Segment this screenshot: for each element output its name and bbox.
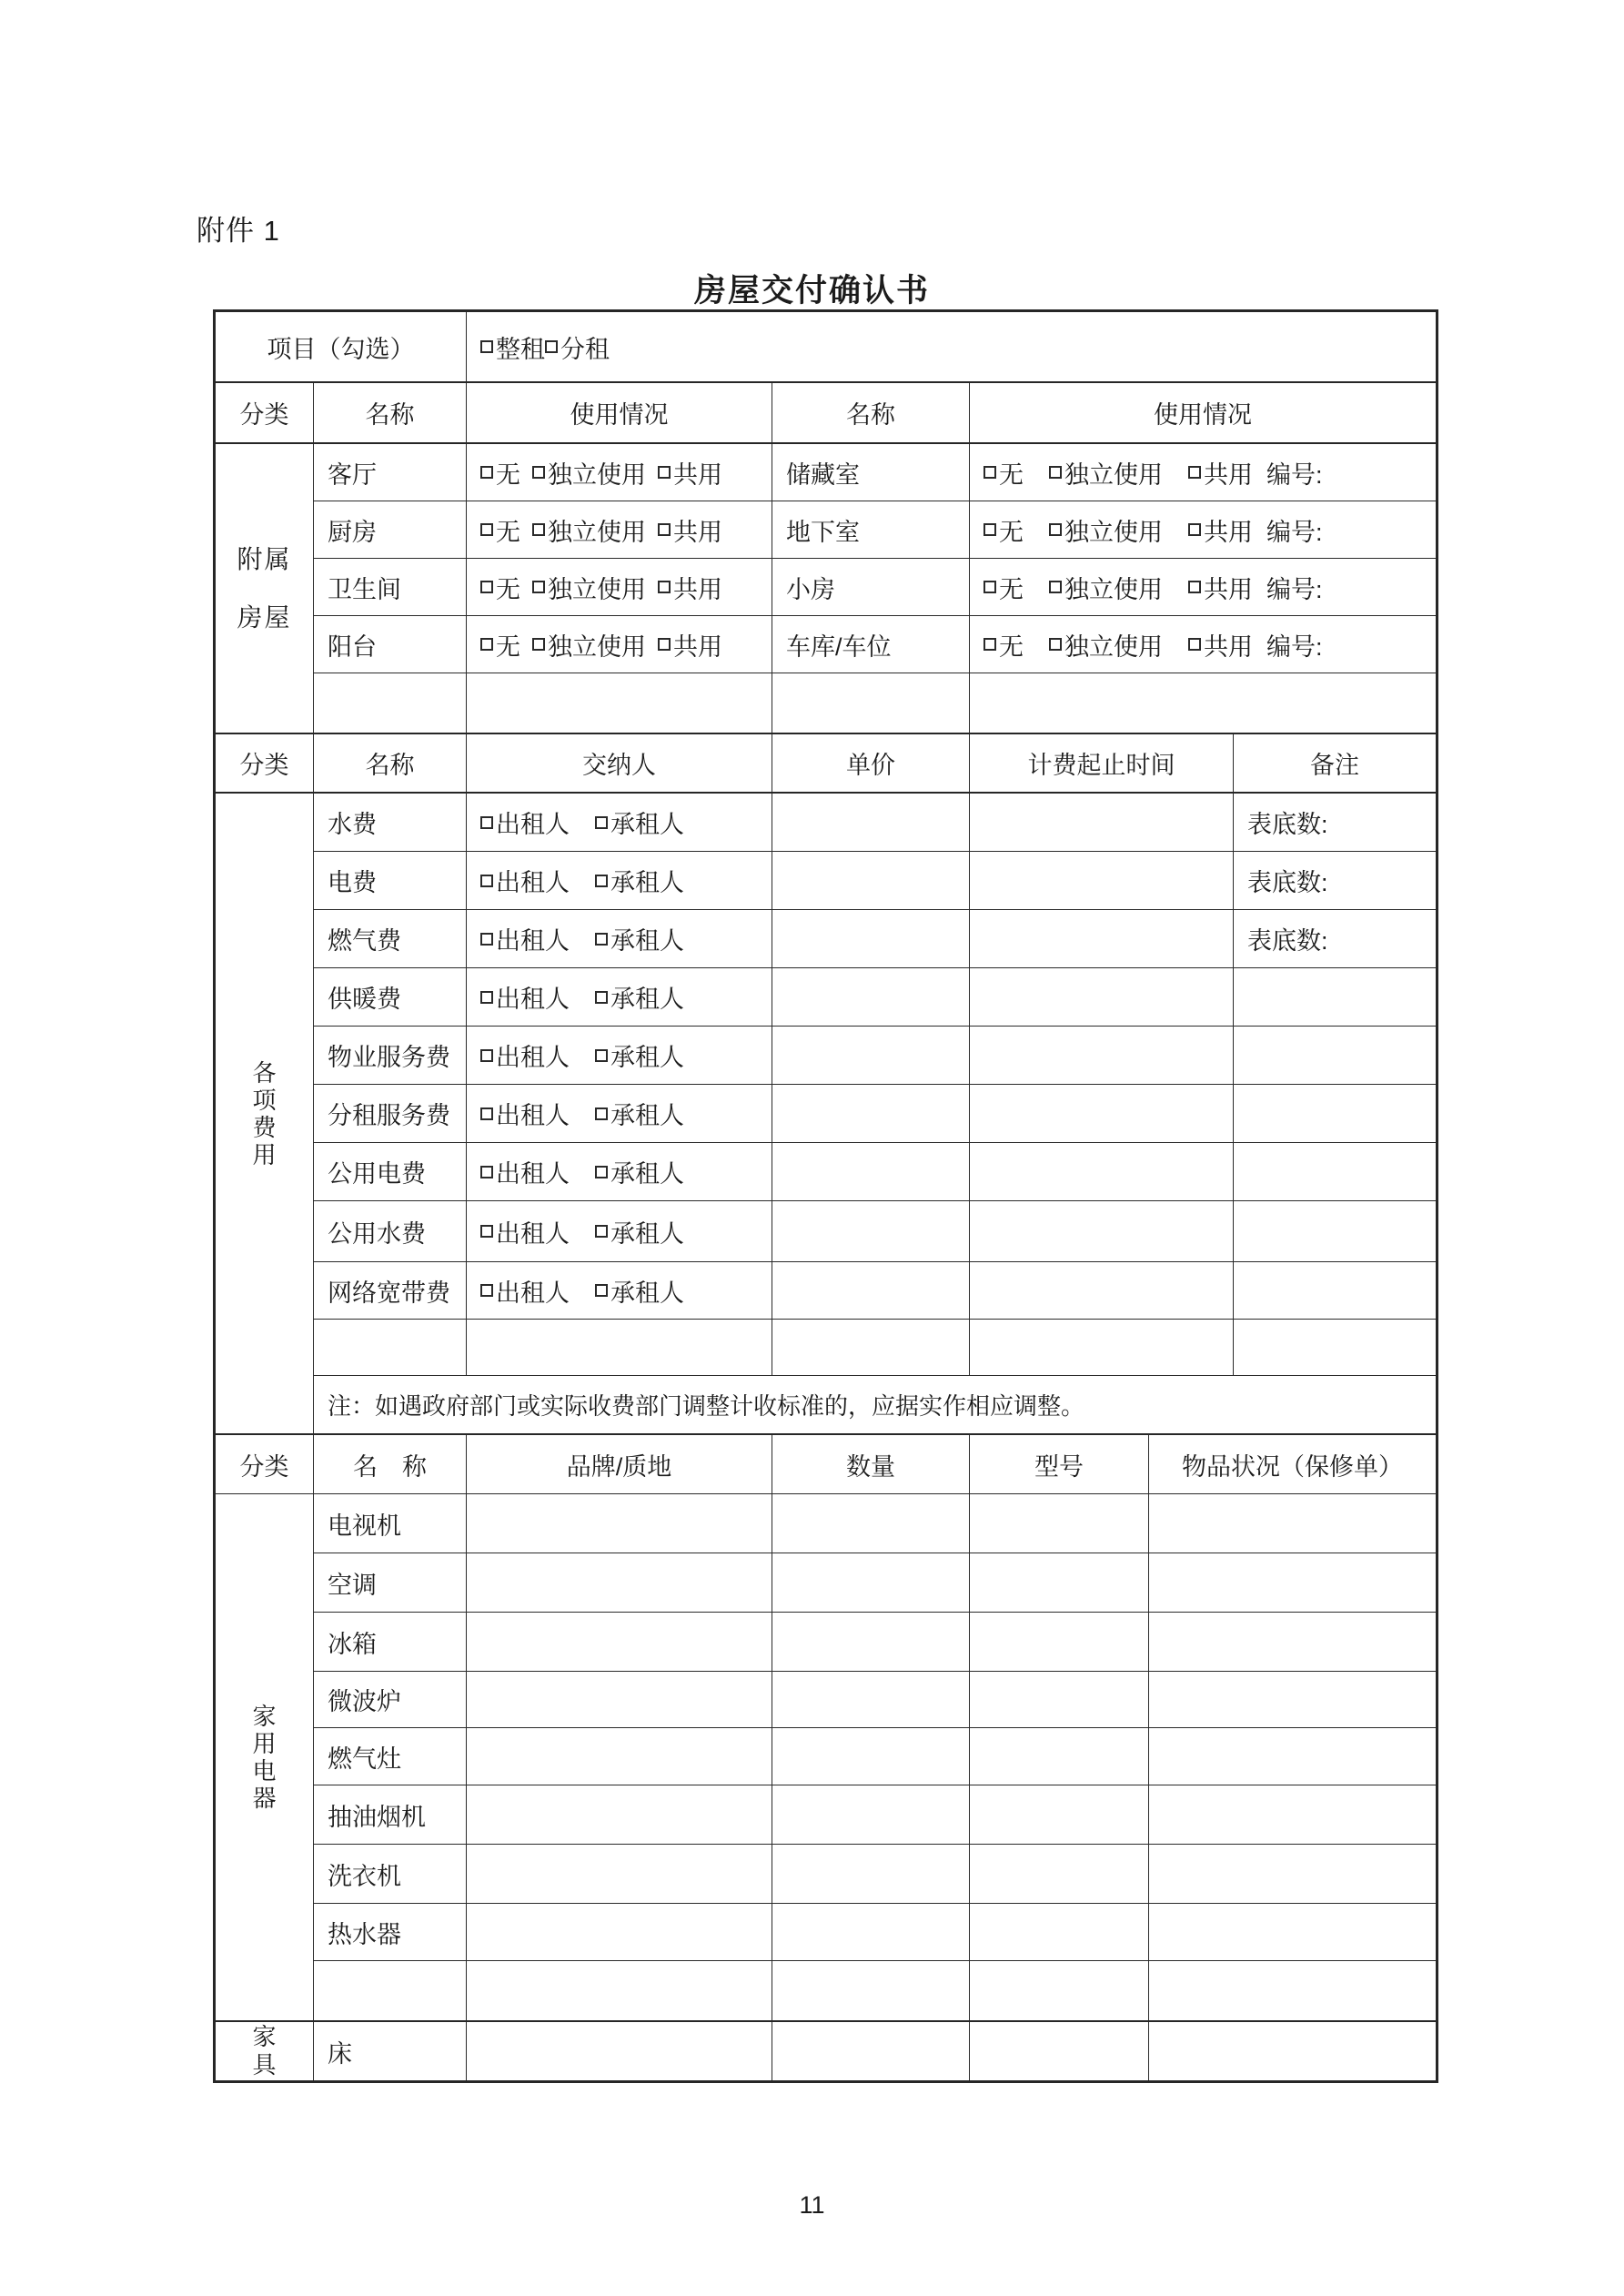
empty-cell	[772, 852, 970, 909]
usage-options-cell: 无 独立使用 共用 编号:	[970, 501, 1436, 558]
header-usage-2: 使用情况	[1154, 401, 1252, 429]
checkbox-icon[interactable]	[595, 1166, 608, 1178]
empty-cell	[970, 1027, 1234, 1084]
table-row	[314, 1785, 1436, 1845]
fee-name: 网络宽带费	[314, 1262, 467, 1319]
empty-cell	[970, 2022, 1149, 2080]
checkbox-icon[interactable]	[1188, 581, 1201, 593]
empty-cell	[772, 794, 970, 851]
empty-cell	[970, 910, 1234, 967]
header-name-2: 名称	[772, 383, 970, 442]
checkbox-icon[interactable]	[1188, 638, 1201, 651]
fee-remark	[1234, 1027, 1436, 1084]
confirmation-table	[213, 309, 1438, 2083]
empty-cell	[467, 673, 772, 733]
header-remark: 备注	[1310, 752, 1359, 779]
payer-options-cell: 出租人 承租人	[467, 910, 772, 967]
table-row	[314, 1613, 1436, 1672]
appliance-name: 电视机	[314, 1494, 467, 1553]
empty-cell	[772, 1494, 970, 1553]
usage-options-cell: 无 独立使用 共用	[467, 444, 772, 501]
appliance-name: 燃气灶	[314, 1728, 467, 1785]
payer-options-cell: 出租人 承租人	[467, 852, 772, 909]
table-row	[314, 910, 1436, 968]
checkbox-icon[interactable]	[480, 340, 493, 353]
empty-cell	[970, 1613, 1149, 1671]
empty-cell	[772, 1728, 970, 1785]
empty-cell	[970, 1201, 1234, 1261]
table-row	[314, 1201, 1436, 1262]
id-number-label: 编号:	[1266, 632, 1323, 661]
fee-name: 公用水费	[314, 1201, 467, 1261]
empty-cell	[970, 1845, 1149, 1903]
header-brand: 品牌/质地	[467, 1435, 772, 1493]
checkbox-icon[interactable]	[1049, 638, 1062, 651]
room-name: 车库/车位	[772, 616, 970, 673]
payer-options-cell: 出租人 承租人	[467, 1027, 772, 1084]
empty-cell	[772, 1785, 970, 1844]
checkbox-icon[interactable]	[480, 933, 493, 946]
empty-cell	[467, 1845, 772, 1903]
appliance-name: 洗衣机	[314, 1845, 467, 1903]
checkbox-icon[interactable]	[595, 875, 608, 887]
checkbox-icon[interactable]	[480, 1166, 493, 1178]
empty-cell	[467, 2022, 772, 2080]
fee-name: 公用电费	[314, 1143, 467, 1200]
empty-cell	[772, 968, 970, 1026]
checkbox-icon[interactable]	[1188, 523, 1201, 536]
empty-cell	[970, 1320, 1234, 1375]
fee-name: 水费	[314, 794, 467, 851]
table-row	[314, 1085, 1436, 1143]
room-name: 储藏室	[772, 444, 970, 501]
checkbox-icon[interactable]	[1188, 466, 1201, 479]
note-row	[314, 1376, 1436, 1433]
furniture-category-cell: 家 具	[216, 2022, 314, 2080]
rooms-header-row	[216, 383, 1436, 444]
empty-cell	[772, 1143, 970, 1200]
empty-cell	[772, 1553, 970, 1612]
appliances-header-row	[216, 1435, 1436, 1494]
usage-options-cell: 无 独立使用 共用 编号:	[970, 616, 1436, 673]
checkbox-icon[interactable]	[595, 816, 608, 829]
empty-cell	[970, 1672, 1149, 1727]
rent-whole-option: 整租	[480, 329, 545, 365]
checkbox-icon[interactable]	[983, 466, 996, 479]
appliance-name: 微波炉	[314, 1672, 467, 1727]
payer-options-cell: 出租人 承租人	[467, 794, 772, 851]
empty-cell	[1149, 1785, 1436, 1844]
checkbox-icon[interactable]	[595, 1225, 608, 1238]
header-category: 分类	[216, 734, 314, 792]
checkbox-icon[interactable]	[480, 1108, 493, 1120]
room-name: 小房	[772, 559, 970, 615]
fee-remark	[1234, 1201, 1436, 1261]
empty-cell	[970, 1085, 1234, 1142]
checkbox-icon[interactable]	[658, 466, 671, 479]
appliances-category-cell: 家 用 电 器	[216, 1494, 314, 2020]
table-row	[314, 559, 1436, 616]
rooms-section	[216, 444, 1436, 734]
table-row	[314, 2022, 1436, 2080]
table-row	[314, 1262, 1436, 1320]
empty-cell	[1149, 2022, 1436, 2080]
header-quantity: 数量	[772, 1435, 970, 1493]
fees-header-row	[216, 734, 1436, 794]
empty-cell	[467, 1553, 772, 1612]
project-options-cell	[467, 312, 1436, 381]
room-name: 厨房	[314, 501, 467, 558]
empty-cell	[467, 1494, 772, 1553]
project-row	[216, 312, 1436, 383]
payer-options-cell: 出租人 承租人	[467, 968, 772, 1026]
empty-cell	[772, 1672, 970, 1727]
checkbox-icon[interactable]	[532, 523, 545, 536]
empty-cell	[772, 1904, 970, 1960]
usage-options-cell: 无 独立使用 共用 编号:	[970, 559, 1436, 615]
usage-options-cell: 无 独立使用 共用	[467, 616, 772, 673]
empty-cell	[772, 2022, 970, 2080]
header-usage: 使用情况	[467, 383, 772, 442]
header-category: 分类	[216, 1435, 314, 1493]
checkbox-icon[interactable]	[595, 1049, 608, 1062]
empty-cell	[970, 673, 1436, 733]
empty-cell	[772, 1845, 970, 1903]
rent-shared-option: 分租	[545, 329, 610, 365]
header-name: 名称	[314, 383, 467, 442]
empty-cell	[314, 1320, 467, 1375]
empty-cell	[970, 1262, 1234, 1319]
table-row	[314, 1494, 1436, 1553]
table-row	[314, 852, 1436, 910]
empty-cell	[772, 1027, 970, 1084]
header-unit-price: 单价	[772, 734, 970, 792]
page-title: 房屋交付确认书	[693, 273, 930, 308]
empty-cell	[1149, 1672, 1436, 1727]
id-number-label: 编号:	[1266, 518, 1323, 546]
id-number-label: 编号:	[1266, 460, 1323, 489]
table-row	[314, 616, 1436, 673]
usage-options-cell: 无 独立使用 共用	[467, 559, 772, 615]
checkbox-icon[interactable]	[480, 638, 493, 651]
table-row	[314, 1728, 1436, 1785]
fee-remark: 表底数:	[1247, 927, 1328, 955]
room-name: 卫生间	[314, 559, 467, 615]
table-row	[314, 794, 1436, 852]
table-row	[314, 1143, 1436, 1201]
checkbox-icon[interactable]	[480, 816, 493, 829]
checkbox-icon[interactable]	[480, 875, 493, 887]
table-row	[314, 1961, 1436, 2020]
payer-options-cell: 出租人 承租人	[467, 1262, 772, 1319]
checkbox-icon[interactable]	[545, 340, 558, 353]
room-name: 客厅	[314, 444, 467, 501]
checkbox-icon[interactable]	[480, 523, 493, 536]
checkbox-icon[interactable]	[595, 991, 608, 1004]
table-row	[314, 1845, 1436, 1904]
empty-cell	[1149, 1904, 1436, 1960]
empty-cell	[467, 1785, 772, 1844]
fee-name: 分租服务费	[314, 1085, 467, 1142]
appliance-name: 热水器	[314, 1904, 467, 1960]
table-row	[314, 1672, 1436, 1728]
header-category: 分类	[216, 383, 314, 442]
empty-cell	[970, 1143, 1234, 1200]
fees-section	[216, 794, 1436, 1435]
table-row	[314, 1553, 1436, 1613]
empty-cell	[467, 1904, 772, 1960]
empty-cell	[1149, 1613, 1436, 1671]
empty-cell	[772, 910, 970, 967]
empty-cell	[772, 1262, 970, 1319]
payer-options-cell: 出租人 承租人	[467, 1143, 772, 1200]
header-billing-period: 计费起止时间	[970, 734, 1234, 792]
checkbox-icon[interactable]	[480, 466, 493, 479]
empty-cell	[970, 1553, 1149, 1612]
checkbox-icon[interactable]	[983, 523, 996, 536]
empty-cell	[970, 852, 1234, 909]
empty-cell	[772, 1320, 970, 1375]
checkbox-icon[interactable]	[658, 523, 671, 536]
fee-name: 电费	[314, 852, 467, 909]
fees-note: 注：如遇政府部门或实际收费部门调整计收标准的，应据实作相应调整。	[328, 1392, 1085, 1420]
appliance-name: 冰箱	[314, 1613, 467, 1671]
checkbox-icon[interactable]	[1049, 581, 1062, 593]
furniture-section	[216, 2022, 1436, 2080]
empty-cell	[970, 794, 1234, 851]
empty-cell	[1149, 1494, 1436, 1553]
empty-cell	[772, 673, 970, 733]
usage-options-cell: 无 独立使用 共用 编号:	[970, 444, 1436, 501]
fee-name: 供暖费	[314, 968, 467, 1026]
fee-remark	[1234, 968, 1436, 1026]
header-model: 型号	[970, 1435, 1149, 1493]
empty-cell	[970, 1728, 1149, 1785]
checkbox-icon[interactable]	[532, 581, 545, 593]
empty-cell	[467, 1672, 772, 1727]
payer-options-cell: 出租人 承租人	[467, 1201, 772, 1261]
table-row	[314, 1320, 1436, 1376]
checkbox-icon[interactable]	[1049, 466, 1062, 479]
furniture-name: 床	[314, 2022, 467, 2080]
fee-remark	[1234, 1262, 1436, 1319]
fees-category-cell: 各 项 费 用	[216, 794, 314, 1433]
header-payer: 交纳人	[467, 734, 772, 792]
empty-cell	[772, 1961, 970, 2020]
appliance-name: 抽油烟机	[314, 1785, 467, 1844]
checkbox-icon[interactable]	[658, 581, 671, 593]
fee-name: 燃气费	[314, 910, 467, 967]
table-row	[314, 1027, 1436, 1085]
checkbox-icon[interactable]	[480, 1049, 493, 1062]
checkbox-icon[interactable]	[532, 638, 545, 651]
checkbox-icon[interactable]	[595, 1108, 608, 1120]
checkbox-icon[interactable]	[658, 638, 671, 651]
table-row	[314, 444, 1436, 501]
checkbox-icon[interactable]	[480, 991, 493, 1004]
checkbox-icon[interactable]	[480, 1284, 493, 1297]
attachment-label: 附件 1	[197, 215, 280, 247]
empty-cell	[970, 1904, 1149, 1960]
appliances-section	[216, 1494, 1436, 2022]
empty-cell	[772, 1613, 970, 1671]
rooms-category-cell: 附属 房屋	[216, 444, 314, 733]
table-row	[314, 501, 1436, 559]
empty-cell	[1234, 1320, 1436, 1375]
checkbox-icon[interactable]	[480, 581, 493, 593]
empty-cell	[467, 1613, 772, 1671]
empty-cell	[970, 1785, 1149, 1844]
empty-cell	[467, 1728, 772, 1785]
empty-cell	[314, 673, 467, 733]
page-number: 11	[799, 2191, 825, 2219]
header-name: 名 称	[314, 1435, 467, 1493]
checkbox-icon[interactable]	[532, 466, 545, 479]
empty-cell	[772, 1085, 970, 1142]
empty-cell	[467, 1320, 772, 1375]
empty-cell	[970, 968, 1234, 1026]
header-name: 名称	[314, 734, 467, 792]
checkbox-icon[interactable]	[983, 581, 996, 593]
room-name: 阳台	[314, 616, 467, 673]
empty-cell	[1149, 1961, 1436, 2020]
payer-options-cell: 出租人 承租人	[467, 1085, 772, 1142]
empty-cell	[1149, 1553, 1436, 1612]
empty-cell	[1149, 1728, 1436, 1785]
fee-remark: 表底数:	[1247, 869, 1328, 896]
empty-cell	[467, 1961, 772, 2020]
id-number-label: 编号:	[1266, 575, 1323, 603]
checkbox-icon[interactable]	[480, 1225, 493, 1238]
empty-cell	[314, 1961, 467, 2020]
empty-cell	[772, 1201, 970, 1261]
checkbox-icon[interactable]	[595, 933, 608, 946]
project-label: 项目（勾选）	[216, 312, 467, 381]
empty-cell	[970, 1494, 1149, 1553]
empty-cell	[1149, 1845, 1436, 1903]
table-row	[314, 968, 1436, 1027]
checkbox-icon[interactable]	[983, 638, 996, 651]
table-row	[314, 1904, 1436, 1961]
fee-remark: 表底数:	[1247, 811, 1328, 838]
table-row	[314, 673, 1436, 733]
usage-options-cell: 无 独立使用 共用	[467, 501, 772, 558]
checkbox-icon[interactable]	[1049, 523, 1062, 536]
room-name: 地下室	[772, 501, 970, 558]
appliance-name: 空调	[314, 1553, 467, 1612]
empty-cell	[970, 1961, 1149, 2020]
fee-remark	[1234, 1085, 1436, 1142]
fee-name: 物业服务费	[314, 1027, 467, 1084]
header-condition: 物品状况（保修单）	[1182, 1452, 1403, 1481]
fee-remark	[1234, 1143, 1436, 1200]
checkbox-icon[interactable]	[595, 1284, 608, 1297]
